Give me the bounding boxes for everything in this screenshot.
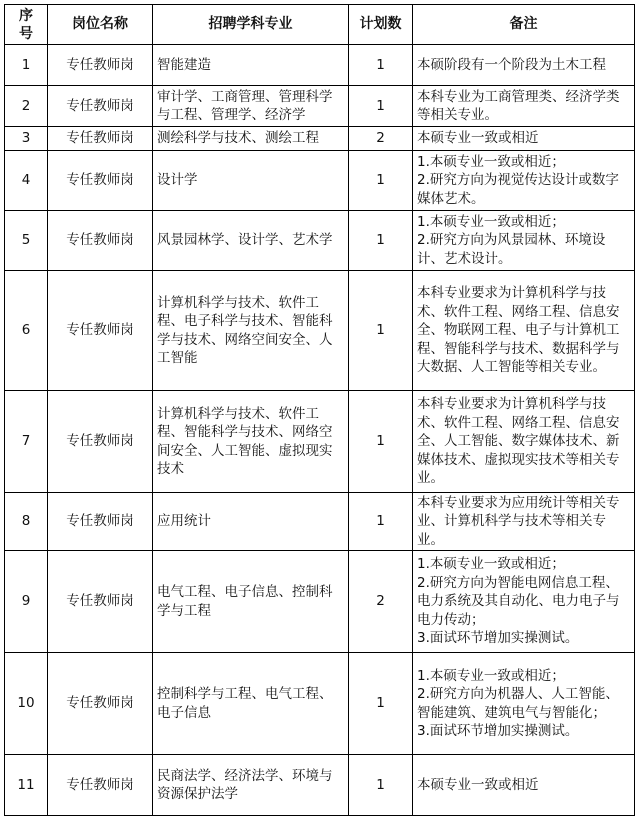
cell-position: 专任教师岗 [48, 391, 153, 493]
cell-position: 专任教师岗 [48, 211, 153, 271]
table-row [5, 151, 635, 211]
cell-major: 民商法学、经济法学、环境与资源保护法学 [153, 755, 349, 816]
cell-index: 10 [5, 653, 48, 755]
cell-index: 3 [5, 127, 48, 151]
cell-index: 5 [5, 211, 48, 271]
cell-remark: 本科专业要求为应用统计等相关专业、计算机科学与技术等相关专业。 [413, 493, 635, 551]
cell-remark: 本科专业为工商管理类、经济学类等相关专业。 [413, 86, 635, 127]
cell-remark [413, 551, 635, 653]
cell-position: 专任教师岗 [48, 551, 153, 653]
cell-major: 应用统计 [153, 493, 349, 551]
table-row [5, 391, 635, 493]
cell-remark: 本硕专业一致或相近 [413, 755, 635, 816]
cell-position: 专任教师岗 [48, 127, 153, 151]
cell-count: 2 [349, 551, 413, 653]
cell-count: 2 [349, 127, 413, 151]
table-row [5, 653, 635, 755]
cell-major: 风景园林学、设计学、艺术学 [153, 211, 349, 271]
cell-position: 专任教师岗 [48, 151, 153, 211]
cell-major: 审计学、工商管理、管理科学与工程、管理学、经济学 [153, 86, 349, 127]
table-row [5, 45, 635, 86]
table-row [5, 493, 635, 551]
cell-position: 专任教师岗 [48, 755, 153, 816]
table-row [5, 551, 635, 653]
header-index: 序号 [5, 5, 48, 45]
cell-count: 1 [349, 86, 413, 127]
remark-line: 1.本硕专业一致或相近； [417, 153, 565, 170]
cell-count: 1 [349, 755, 413, 816]
cell-position: 专任教师岗 [48, 493, 153, 551]
cell-index: 4 [5, 151, 48, 211]
cell-remark: 本硕专业一致或相近 [413, 127, 635, 151]
cell-major: 设计学 [153, 151, 349, 211]
cell-index: 1 [5, 45, 48, 86]
table-row [5, 271, 635, 391]
cell-index: 11 [5, 755, 48, 816]
remark-line: 2.研究方向为视觉传达设计或数字媒体艺术。 [417, 172, 619, 207]
cell-major: 计算机科学与技术、软件工程、电子科学与技术、智能科学与技术、网络空间安全、人工智能 [153, 271, 349, 391]
remark-line: 1.本硕专业一致或相近； [417, 667, 565, 684]
cell-index: 2 [5, 86, 48, 127]
cell-index: 9 [5, 551, 48, 653]
header-position: 岗位名称 [48, 5, 153, 45]
cell-position: 专任教师岗 [48, 45, 153, 86]
header-remark: 备注 [413, 5, 635, 45]
cell-count: 1 [349, 211, 413, 271]
table-row [5, 211, 635, 271]
table-row [5, 127, 635, 151]
cell-count: 1 [349, 653, 413, 755]
remark-line: 3.面试环节增加实操测试。 [417, 630, 579, 647]
cell-count: 1 [349, 493, 413, 551]
cell-remark [413, 653, 635, 755]
cell-position: 专任教师岗 [48, 86, 153, 127]
table-row [5, 86, 635, 127]
cell-index: 6 [5, 271, 48, 391]
cell-major: 计算机科学与技术、软件工程、智能科学与技术、网络空间安全、人工智能、虚拟现实技术 [153, 391, 349, 493]
cell-count: 1 [349, 271, 413, 391]
cell-remark: 本科专业要求为计算机科学与技术、软件工程、网络工程、信息安全、人工智能、数字媒体技术、新媒体技术、虚拟现实技术等相关专业。 [413, 391, 635, 493]
remark-line: 2.研究方向为机器人、人工智能、智能建筑、建筑电气与智能化； [417, 686, 619, 721]
cell-major: 测绘科学与技术、测绘工程 [153, 127, 349, 151]
cell-major: 电气工程、电子信息、控制科学与工程 [153, 551, 349, 653]
remark-line: 3.面试环节增加实操测试。 [417, 723, 579, 739]
header-count: 计划数 [349, 5, 413, 45]
cell-position: 专任教师岗 [48, 653, 153, 755]
cell-remark [413, 211, 635, 271]
cell-index: 7 [5, 391, 48, 493]
header-row [5, 5, 635, 45]
cell-count: 1 [349, 391, 413, 493]
cell-count: 1 [349, 151, 413, 211]
recruitment-table [4, 4, 635, 816]
cell-remark: 本科专业要求为计算机科学与技术、软件工程、网络工程、信息安全、物联网工程、电子与计算机工程、智能科学与技术、数据科学与大数据、人工智能等相关专业。 [413, 271, 635, 391]
cell-count: 1 [349, 45, 413, 86]
cell-remark: 本硕阶段有一个阶段为土木工程 [413, 45, 635, 86]
cell-index: 8 [5, 493, 48, 551]
cell-major: 控制科学与工程、电气工程、电子信息 [153, 653, 349, 755]
cell-remark [413, 151, 635, 211]
cell-major: 智能建造 [153, 45, 349, 86]
remark-line: 1.本硕专业一致或相近； [417, 213, 565, 230]
table-row [5, 755, 635, 816]
remark-line: 2.研究方向为风景园林、环境设计、艺术设计。 [417, 232, 606, 267]
remark-line: 1.本硕专业一致或相近； [417, 556, 565, 573]
header-major: 招聘学科专业 [153, 5, 349, 45]
remark-line: 2.研究方向为智能电网信息工程、电力系统及其自动化、电力电子与电力传动； [417, 574, 620, 628]
cell-position: 专任教师岗 [48, 271, 153, 391]
